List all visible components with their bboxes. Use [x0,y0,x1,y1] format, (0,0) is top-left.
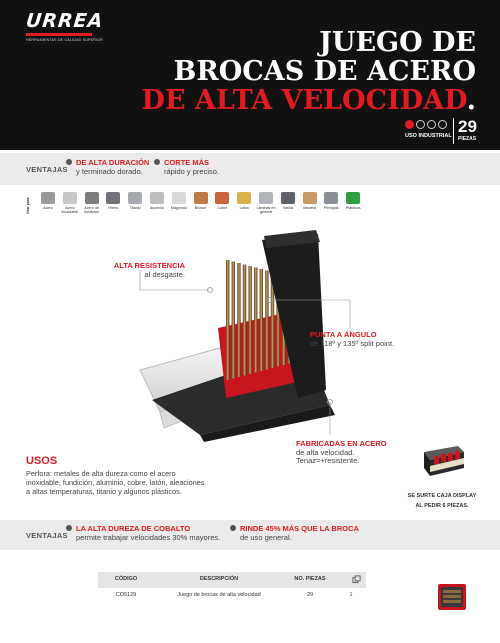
logo-underline [26,33,92,36]
material-item [60,192,80,214]
logo-tagline: HERRAMIENTAS DE CALIDAD SUPERIOR [26,38,104,42]
drill-bit [226,260,229,380]
callout-text: al desgaste. [144,269,185,279]
usage-level-icon-2 [416,120,425,129]
ventaja-item [240,524,359,542]
page-title [142,28,476,115]
material-swatch-icon [106,192,120,204]
bullet-icon [230,525,236,531]
ventaja-text: permite trabajar velocidades 30% mayores. [76,533,221,542]
ventaja-text: y terminado dorado. [76,167,143,176]
header-pieces: NO. PIEZAS [294,576,326,582]
usos-text: Perfora: metales de alta dureza como el acero inoxidable, fundición, aluminio, cobre, latón, aleaciones a altas temperaturas, titanio y algunos plásticos. [26,469,205,496]
ventaja-highlight: LA ALTA DUREZA DE COBALTO [76,524,191,533]
usage-level-icons [405,120,447,129]
header-code: CÓDIGO [114,576,138,582]
material-swatch-icon [63,192,77,204]
material-label: Latón [239,206,249,210]
drill-bit [260,269,263,371]
ventaja-highlight: CORTE MÁS [164,158,209,167]
material-item [321,192,341,210]
material-swatch-icon [41,192,55,204]
display-note-line-1: SE SURTE CAJA DISPLAY [407,493,477,499]
material-item [147,192,167,210]
drill-bit [265,271,268,370]
material-item [212,192,232,210]
ventaja-item [76,524,220,542]
ventaja-highlight: DE ALTA DURACIÓN [76,158,150,167]
material-item [169,192,189,210]
title-dot: . [466,85,476,116]
drill-bit [248,266,251,374]
material-label: Acero [43,206,53,210]
material-swatch-icon [259,192,273,204]
pieces-label: PIEZAS [458,136,477,142]
material-swatch-icon [324,192,338,204]
callout-alta-resistencia [105,262,185,279]
material-label: Láminas en general [256,206,276,214]
material-swatch-icon [346,192,360,204]
display-note [400,491,484,511]
drill-bit [237,263,240,377]
ventajas-label: VENTAJAS [26,165,68,174]
material-label: Varilla [282,206,293,210]
material-swatch-icon [194,192,208,204]
material-item [191,192,211,210]
ventaja-text: rápido y preciso. [164,167,220,176]
material-item [82,192,102,214]
material-item [278,192,298,210]
pieces-count: 29 [458,117,477,136]
material-swatch-icon [172,192,186,204]
material-item [125,192,145,210]
header-description: DESCRIPCIÓN [199,576,239,582]
material-label: Acero inoxidable [61,206,79,214]
callout-highlight: PUNTA A ÁNGULO [310,330,377,339]
table-row [98,588,366,604]
material-label: Cobre [217,206,228,210]
callout-text: Tenaz=+resistente. [296,456,360,465]
usage-label: USO INDUSTRIAL [405,133,452,139]
usage-divider [453,118,454,144]
cell-pieces: 29 [306,592,314,598]
ventajas-bar-top [0,153,500,185]
ventajas-bar-bottom [0,520,500,550]
material-label: Aluminio [149,206,165,210]
callout-text: de 118º y 135º split point. [310,338,395,348]
product-box-thumbnail [434,578,470,614]
callout-text: de alta velocidad. [296,447,355,457]
callout-highlight: FABRICADAS EN ACERO [296,439,387,448]
material-swatch-icon [303,192,317,204]
usage-level-icon-1 [405,120,414,129]
display-box-image [420,438,466,478]
ventaja-item [76,158,149,176]
material-label: Titanio [129,206,141,210]
header-banner [0,0,500,150]
material-swatch-icon [150,192,164,204]
drill-bit [232,262,235,379]
material-swatch-icon [237,192,251,204]
material-label: Bronce [194,206,207,210]
material-item [343,192,363,210]
material-swatch-icon [281,192,295,204]
bullet-icon [66,159,72,165]
callout-punta-angulo [310,331,450,348]
title-line-1: JUEGO DE [319,27,476,58]
material-item [103,192,123,210]
material-label: Plásticos [345,206,361,210]
logo-word: URREA [24,10,105,32]
ventaja-text: de uso general. [240,533,292,542]
material-label: Acero de fundición [84,206,99,214]
title-line-2: BROCAS DE ACERO [173,56,476,87]
usage-level-icon-4 [438,120,447,129]
table-header [98,572,366,588]
usage-level-icon-3 [427,120,436,129]
material-label: Plexiglás [324,206,339,210]
material-label: Hierro [108,206,119,210]
material-label: Magnesio [170,206,187,210]
copy-icon [352,575,361,584]
display-note-line-2: AL PEDIR 6 PIEZAS. [415,503,469,509]
bullet-icon [154,159,160,165]
cell-qty: 1 [349,592,353,598]
material-swatch-icon [128,192,142,204]
ventajas-label: VENTAJAS [26,531,68,540]
product-table [98,572,366,604]
material-item [256,192,276,214]
title-line-3-text: DE ALTA VELOCIDAD [141,85,467,116]
material-label: Madera [303,206,316,210]
drill-bit [243,265,246,376]
cell-description: Juego de brocas de alta velocidad [177,592,261,598]
material-item [300,192,320,210]
bullet-icon [66,525,72,531]
title-line-3 [142,86,476,115]
material-item [38,192,58,210]
urrea-logo [24,10,105,42]
cell-code: CO5129 [115,592,137,598]
material-swatch-icon [215,192,229,204]
materials-row [26,192,366,220]
callout-fabricadas [296,440,416,466]
callout-highlight: ALTA RESISTENCIA [113,261,185,270]
ventaja-highlight: RINDE 45% MÁS QUE LA BROCA [240,524,359,533]
usage-badge [402,118,492,146]
material-swatch-icon [85,192,99,204]
usos-title: USOS [26,455,58,467]
material-item [234,192,254,210]
materials-caption: Usar para: [26,196,30,214]
drill-bit [254,268,257,373]
ventaja-item [164,158,219,176]
